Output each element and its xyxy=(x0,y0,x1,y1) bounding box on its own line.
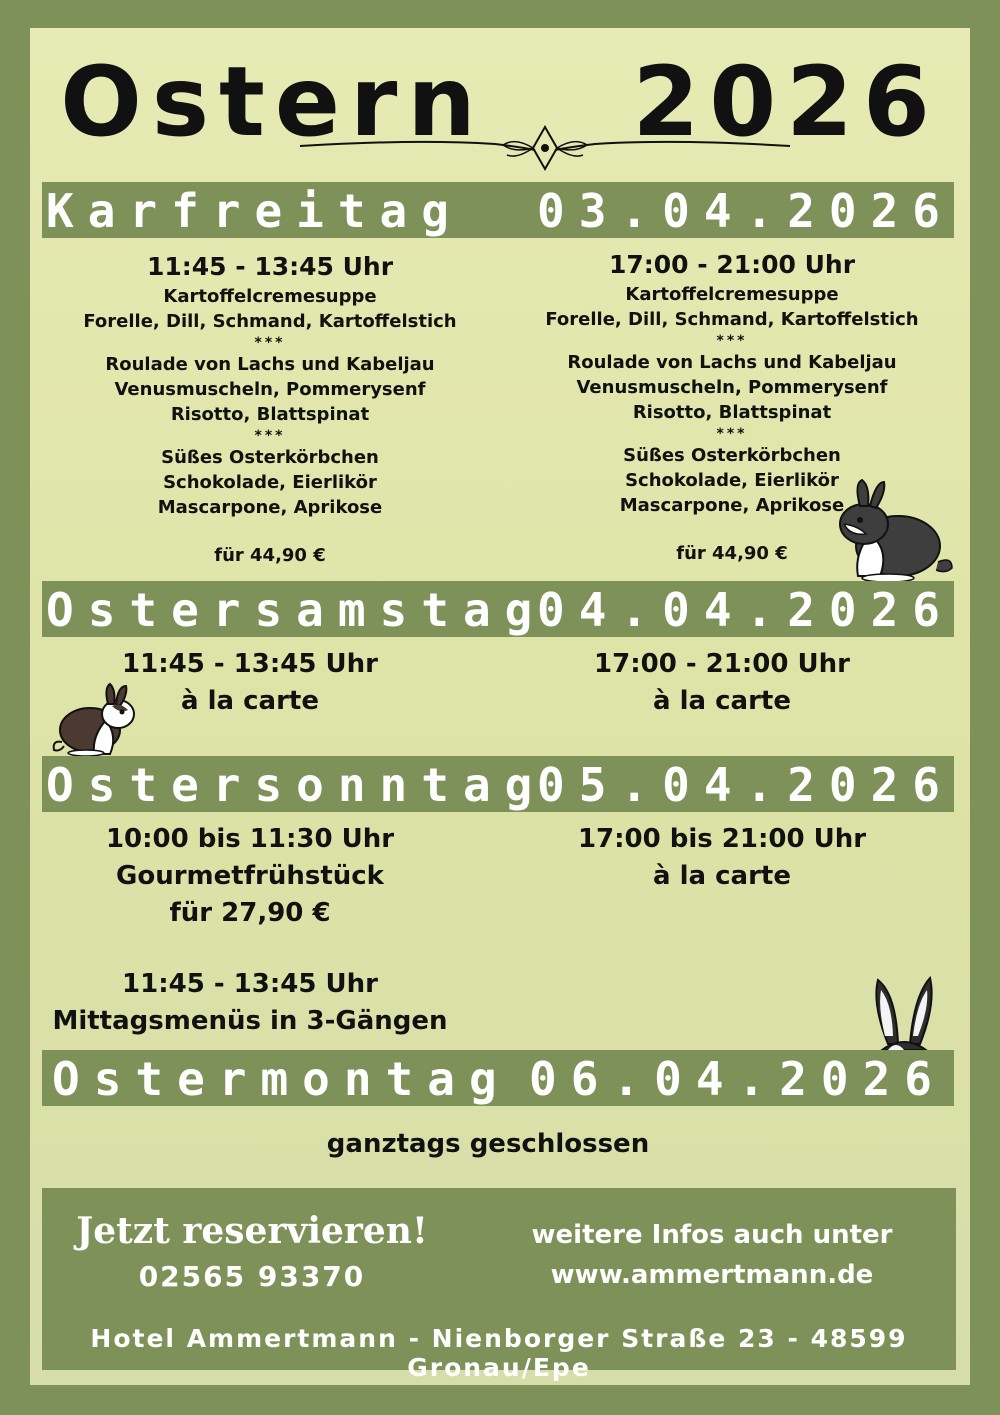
day-label: Ostermontag xyxy=(52,1052,511,1106)
ornament-divider xyxy=(295,123,795,177)
address-line: Hotel Ammertmann - Nienborger Straße 23 - 48599 Gronau/Epe xyxy=(90,1324,908,1382)
title-year: 2026 xyxy=(632,46,940,158)
day-label: Karfreitag xyxy=(46,184,463,238)
time-label: 17:00 bis 21:00 Uhr xyxy=(577,824,867,854)
info-text: weitere Infos auch unter xyxy=(531,1220,893,1250)
course-3-desc-2: Mascarpone, Aprikose xyxy=(619,495,845,516)
time-label: 17:00 - 21:00 Uhr xyxy=(594,649,850,679)
day-label: Ostersamstag xyxy=(46,583,547,637)
course-2-desc-1: Venusmuscheln, Pommerysenf xyxy=(114,379,426,400)
closed-label: ganztags geschlossen xyxy=(326,1129,650,1159)
separator: *** xyxy=(254,335,286,351)
time-label: 10:00 bis 11:30 Uhr xyxy=(105,824,395,854)
time-label: 17:00 - 21:00 Uhr xyxy=(608,250,856,279)
course-2-title: Roulade von Lachs und Kabeljau xyxy=(105,354,435,375)
band-ostermontag xyxy=(42,1050,954,1106)
offer-label: Gourmetfrühstück xyxy=(116,861,384,891)
course-3-title: Süßes Osterkörbchen xyxy=(161,447,379,468)
course-1-title: Kartoffelcremesuppe xyxy=(163,286,377,307)
title-word: Ostern xyxy=(60,46,486,158)
course-3-title: Süßes Osterkörbchen xyxy=(623,445,841,466)
date-label: 03.04.2026 xyxy=(537,184,954,238)
day-label: Ostersonntag xyxy=(46,758,547,812)
course-2-title: Roulade von Lachs und Kabeljau xyxy=(567,352,897,373)
band-ostersonntag xyxy=(42,756,954,812)
ostermontag-closed xyxy=(30,1126,946,1163)
time-label: 11:45 - 13:45 Uhr xyxy=(122,969,378,999)
rabbit-illustration xyxy=(48,680,140,756)
ostersonntag-breakfast xyxy=(50,821,450,932)
price-label: für 44,90 € xyxy=(676,543,788,564)
website-link[interactable]: www.ammertmann.de xyxy=(550,1260,874,1290)
rabbit-illustration xyxy=(830,476,960,582)
separator: *** xyxy=(716,426,748,442)
time-label: 11:45 - 13:45 Uhr xyxy=(122,649,378,679)
offer-label: à la carte xyxy=(653,686,791,716)
poster xyxy=(30,28,970,1385)
separator: *** xyxy=(716,333,748,349)
date-label: 05.04.2026 xyxy=(537,758,954,812)
date-label: 04.04.2026 xyxy=(537,583,954,637)
karfreitag-lunch-menu xyxy=(60,250,480,568)
reserve-cta: Jetzt reservieren! xyxy=(76,1210,428,1252)
date-label: 06.04.2026 xyxy=(529,1052,946,1106)
course-2-desc-2: Risotto, Blattspinat xyxy=(170,404,370,425)
course-1-desc: Forelle, Dill, Schmand, Kartoffelstich xyxy=(83,311,457,332)
separator: *** xyxy=(254,428,286,444)
offer-label: à la carte xyxy=(181,686,319,716)
footer-panel xyxy=(42,1188,956,1382)
offer-label: à la carte xyxy=(653,861,791,891)
ostersonntag-dinner xyxy=(522,821,922,895)
price-label: für 44,90 € xyxy=(214,545,326,566)
course-1-desc: Forelle, Dill, Schmand, Kartoffelstich xyxy=(545,309,919,330)
course-1-title: Kartoffelcremesuppe xyxy=(625,284,839,305)
rabbit-ears-illustration xyxy=(868,974,942,1050)
phone-number[interactable]: 02565 93370 xyxy=(138,1260,366,1293)
band-ostersamstag xyxy=(42,581,954,637)
course-3-desc-1: Schokolade, Eierlikör xyxy=(625,470,839,491)
ostersonntag-lunch xyxy=(40,966,460,1040)
course-2-desc-2: Risotto, Blattspinat xyxy=(632,402,832,423)
offer-label: Mittagsmenüs in 3-Gängen xyxy=(52,1006,448,1036)
ostersamstag-dinner xyxy=(522,646,922,720)
time-label: 11:45 - 13:45 Uhr xyxy=(146,252,394,281)
course-2-desc-1: Venusmuscheln, Pommerysenf xyxy=(576,377,888,398)
course-3-desc-1: Schokolade, Eierlikör xyxy=(163,472,377,493)
band-karfreitag xyxy=(42,182,954,238)
course-3-desc-2: Mascarpone, Aprikose xyxy=(157,497,383,518)
price-label: für 27,90 € xyxy=(169,898,331,928)
